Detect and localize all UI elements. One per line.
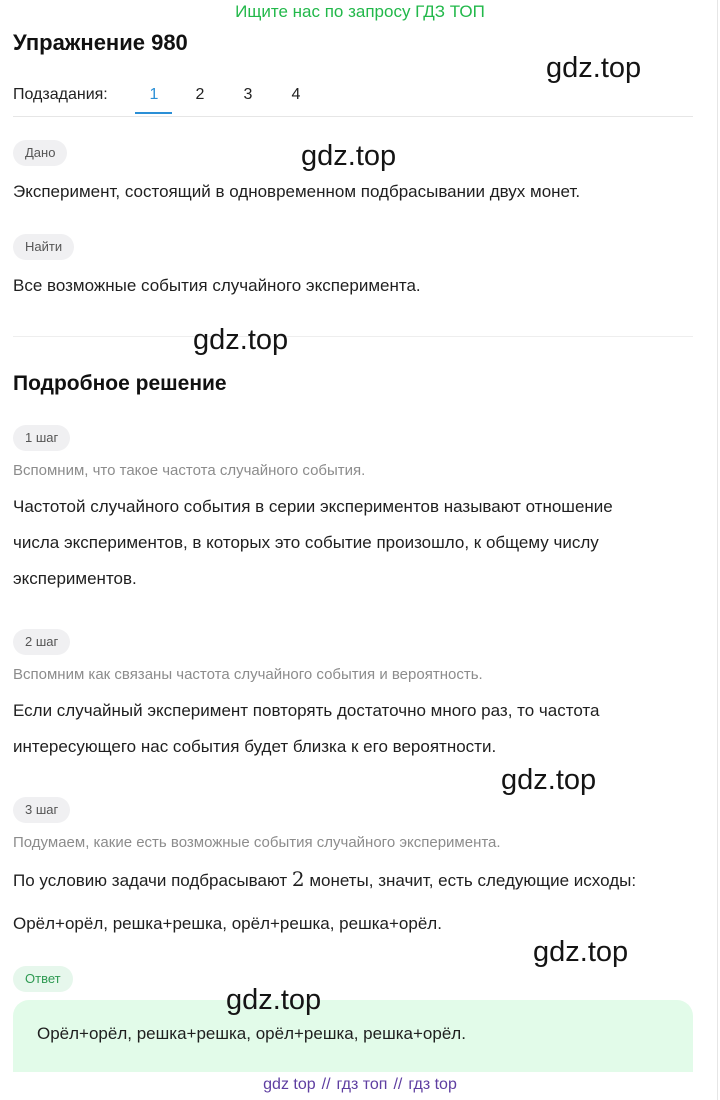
coin-count: 2 (291, 867, 305, 891)
section-divider (13, 336, 693, 337)
subtask-tab-1[interactable]: 1 (149, 86, 159, 103)
answer-box (13, 1000, 693, 1072)
step-3-hint: Подумаем, какие есть возможные события случайного эксперимента. (13, 834, 501, 851)
step-2-line: интересующего нас события будет близка к его вероятности. (13, 737, 497, 756)
step-2-badge: 2 шаг (13, 629, 70, 655)
step-1-line: экспериментов. (13, 569, 137, 588)
footer-link[interactable]: gdz top (263, 1076, 316, 1093)
step-3-line-end: монеты, значит, есть следующие исходы: (304, 871, 637, 890)
step-1-line: числа экспериментов, в которых это событие произошло, к общему числу (13, 533, 599, 552)
answer-badge: Ответ (13, 966, 73, 992)
watermark: gdz.top (226, 984, 322, 1016)
subtasks-label: Подзадания: (13, 86, 108, 103)
active-tab-indicator (135, 112, 172, 114)
given-text: Эксперимент, состоящий в одновременном подбрасывании двух монет. (13, 182, 581, 201)
footer-separator: // (321, 1076, 331, 1093)
footer-link[interactable]: гдз top (408, 1076, 457, 1093)
step-1-line: Частотой случайного события в серии экспериментов называют отношение (13, 497, 613, 516)
watermark: gdz.top (193, 324, 289, 356)
watermark: gdz.top (301, 140, 397, 172)
step-3-badge: 3 шаг (13, 797, 70, 823)
footer-links (0, 1076, 720, 1094)
step-2-hint: Вспомним как связаны частота случайного события и вероятность. (13, 666, 483, 683)
step-3-line-start: По условию задачи подбрасывают (13, 871, 292, 890)
subtask-tab-4[interactable]: 4 (291, 86, 301, 103)
step-1-hint: Вспомним, что такое частота случайного события. (13, 462, 366, 479)
right-divider (717, 0, 718, 1100)
find-badge: Найти (13, 234, 74, 260)
tabs-divider (13, 116, 693, 117)
footer-separator: // (393, 1076, 403, 1093)
watermark: gdz.top (533, 936, 629, 968)
step-2-line: Если случайный эксперимент повторять достаточно много раз, то частота (13, 701, 600, 720)
subtask-tab-3[interactable]: 3 (243, 86, 253, 103)
find-text: Все возможные события случайного эксперимента. (13, 276, 421, 295)
top-banner: Ищите нас по запросу ГДЗ ТОП (235, 2, 485, 21)
step-1-badge: 1 шаг (13, 425, 70, 451)
solution-title: Подробное решение (13, 372, 227, 395)
given-badge: Дано (13, 140, 67, 166)
watermark: gdz.top (501, 764, 597, 796)
subtask-tab-2[interactable]: 2 (195, 86, 205, 103)
step-3-outcomes: Орёл+орёл, решка+решка, орёл+решка, решка+орёл. (13, 914, 442, 933)
footer-link[interactable]: гдз топ (336, 1076, 388, 1093)
step-3-line (13, 861, 636, 899)
exercise-title: Упражнение 980 (13, 30, 188, 55)
answer-text: Орёл+орёл, решка+решка, орёл+решка, решка+орёл. (37, 1024, 466, 1043)
watermark: gdz.top (546, 52, 642, 84)
